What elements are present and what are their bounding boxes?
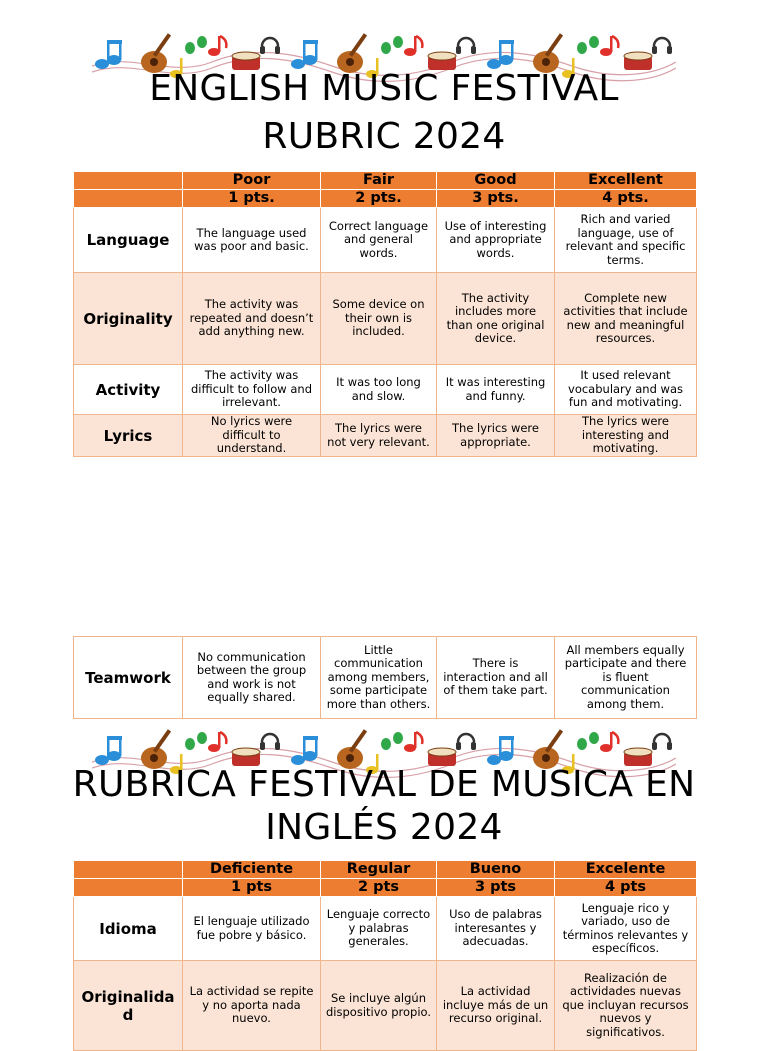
rubric-cell: El lenguaje utilizado fue pobre y básico. bbox=[183, 897, 321, 961]
rubric-cell: It was too long and slow. bbox=[321, 365, 437, 415]
header-points: 1 pts bbox=[183, 879, 321, 897]
rubric-cell: Realización de actividades nuevas que incluyan recursos nuevos y significativos. bbox=[555, 961, 697, 1051]
spanish-header-points bbox=[74, 879, 697, 897]
header-points: 2 pts. bbox=[321, 190, 437, 208]
table-row bbox=[74, 897, 697, 961]
spanish-title-line-2: INGLÉS 2024 bbox=[265, 807, 503, 848]
english-title-line-1: ENGLISH MUSIC FESTIVAL bbox=[149, 68, 619, 109]
rubric-cell: No lyrics were difficult to understand. bbox=[183, 415, 321, 457]
header-level: Excellent bbox=[555, 172, 697, 190]
rubric-cell: The activity was repeated and doesn’t add anything new. bbox=[183, 273, 321, 365]
rubric-cell: It was interesting and funny. bbox=[437, 365, 555, 415]
table-row bbox=[74, 365, 697, 415]
rubric-cell: It used relevant vocabulary and was fun and motivating. bbox=[555, 365, 697, 415]
header-level: Regular bbox=[321, 861, 437, 879]
spanish-rubric-table bbox=[73, 860, 697, 1051]
rubric-cell: Use of interesting and appropriate words. bbox=[437, 208, 555, 273]
criterion-label: Originalidad bbox=[74, 961, 183, 1051]
header-points: 4 pts bbox=[555, 879, 697, 897]
spanish-title-line-1: RUBRICA FESTIVAL DE MUSICA EN bbox=[72, 764, 696, 805]
table-row bbox=[74, 415, 697, 457]
rubric-cell: Little communication among members, some participate more than others. bbox=[321, 637, 437, 719]
header-points: 3 pts bbox=[437, 879, 555, 897]
rubric-cell: There is interaction and all of them take part. bbox=[437, 637, 555, 719]
header-level: Deficiente bbox=[183, 861, 321, 879]
header-level: Good bbox=[437, 172, 555, 190]
rubric-cell: All members equally participate and there is fluent communication among them. bbox=[555, 637, 697, 719]
table-row bbox=[74, 273, 697, 365]
header-level: Excelente bbox=[555, 861, 697, 879]
table-row bbox=[74, 208, 697, 273]
rubric-cell: No communication between the group and work is not equally shared. bbox=[183, 637, 321, 719]
english-header-points bbox=[74, 190, 697, 208]
english-rubric-table-continued bbox=[73, 636, 697, 719]
rubric-cell: The language used was poor and basic. bbox=[183, 208, 321, 273]
header-points: 1 pts. bbox=[183, 190, 321, 208]
rubric-cell: Lenguaje correcto y palabras generales. bbox=[321, 897, 437, 961]
rubric-cell: Uso de palabras interesantes y adecuadas. bbox=[437, 897, 555, 961]
criterion-label: Teamwork bbox=[74, 637, 183, 719]
header-level: Bueno bbox=[437, 861, 555, 879]
english-title-line-2: RUBRIC 2024 bbox=[262, 116, 506, 157]
rubric-cell: The activity includes more than one original device. bbox=[437, 273, 555, 365]
rubric-cell: La actividad incluye más de un recurso original. bbox=[437, 961, 555, 1051]
rubric-cell: Lenguaje rico y variado, uso de términos relevantes y específicos. bbox=[555, 897, 697, 961]
criterion-label: Idioma bbox=[74, 897, 183, 961]
spanish-header-levels bbox=[74, 861, 697, 879]
rubric-cell: La actividad se repite y no aporta nada nuevo. bbox=[183, 961, 321, 1051]
header-level: Fair bbox=[321, 172, 437, 190]
header-blank bbox=[74, 879, 183, 897]
rubric-cell: The lyrics were interesting and motivating. bbox=[555, 415, 697, 457]
rubric-cell: Se incluye algún dispositivo propio. bbox=[321, 961, 437, 1051]
rubric-cell: Some device on their own is included. bbox=[321, 273, 437, 365]
header-blank bbox=[74, 190, 183, 208]
english-header-levels bbox=[74, 172, 697, 190]
criterion-label: Activity bbox=[74, 365, 183, 415]
header-blank bbox=[74, 172, 183, 190]
header-points: 3 pts. bbox=[437, 190, 555, 208]
header-points: 2 pts bbox=[321, 879, 437, 897]
rubric-cell: The lyrics were not very relevant. bbox=[321, 415, 437, 457]
header-blank bbox=[74, 861, 183, 879]
rubric-cell: Complete new activities that include new and meaningful resources. bbox=[555, 273, 697, 365]
rubric-cell: Rich and varied language, use of relevant and specific terms. bbox=[555, 208, 697, 273]
rubric-cell: The activity was difficult to follow and irrelevant. bbox=[183, 365, 321, 415]
criterion-label: Language bbox=[74, 208, 183, 273]
criterion-label: Originality bbox=[74, 273, 183, 365]
rubric-cell: The lyrics were appropriate. bbox=[437, 415, 555, 457]
table-row bbox=[74, 637, 697, 719]
rubric-cell: Correct language and general words. bbox=[321, 208, 437, 273]
header-points: 4 pts. bbox=[555, 190, 697, 208]
english-rubric-table bbox=[73, 171, 697, 457]
criterion-label: Lyrics bbox=[74, 415, 183, 457]
table-row bbox=[74, 961, 697, 1051]
header-level: Poor bbox=[183, 172, 321, 190]
